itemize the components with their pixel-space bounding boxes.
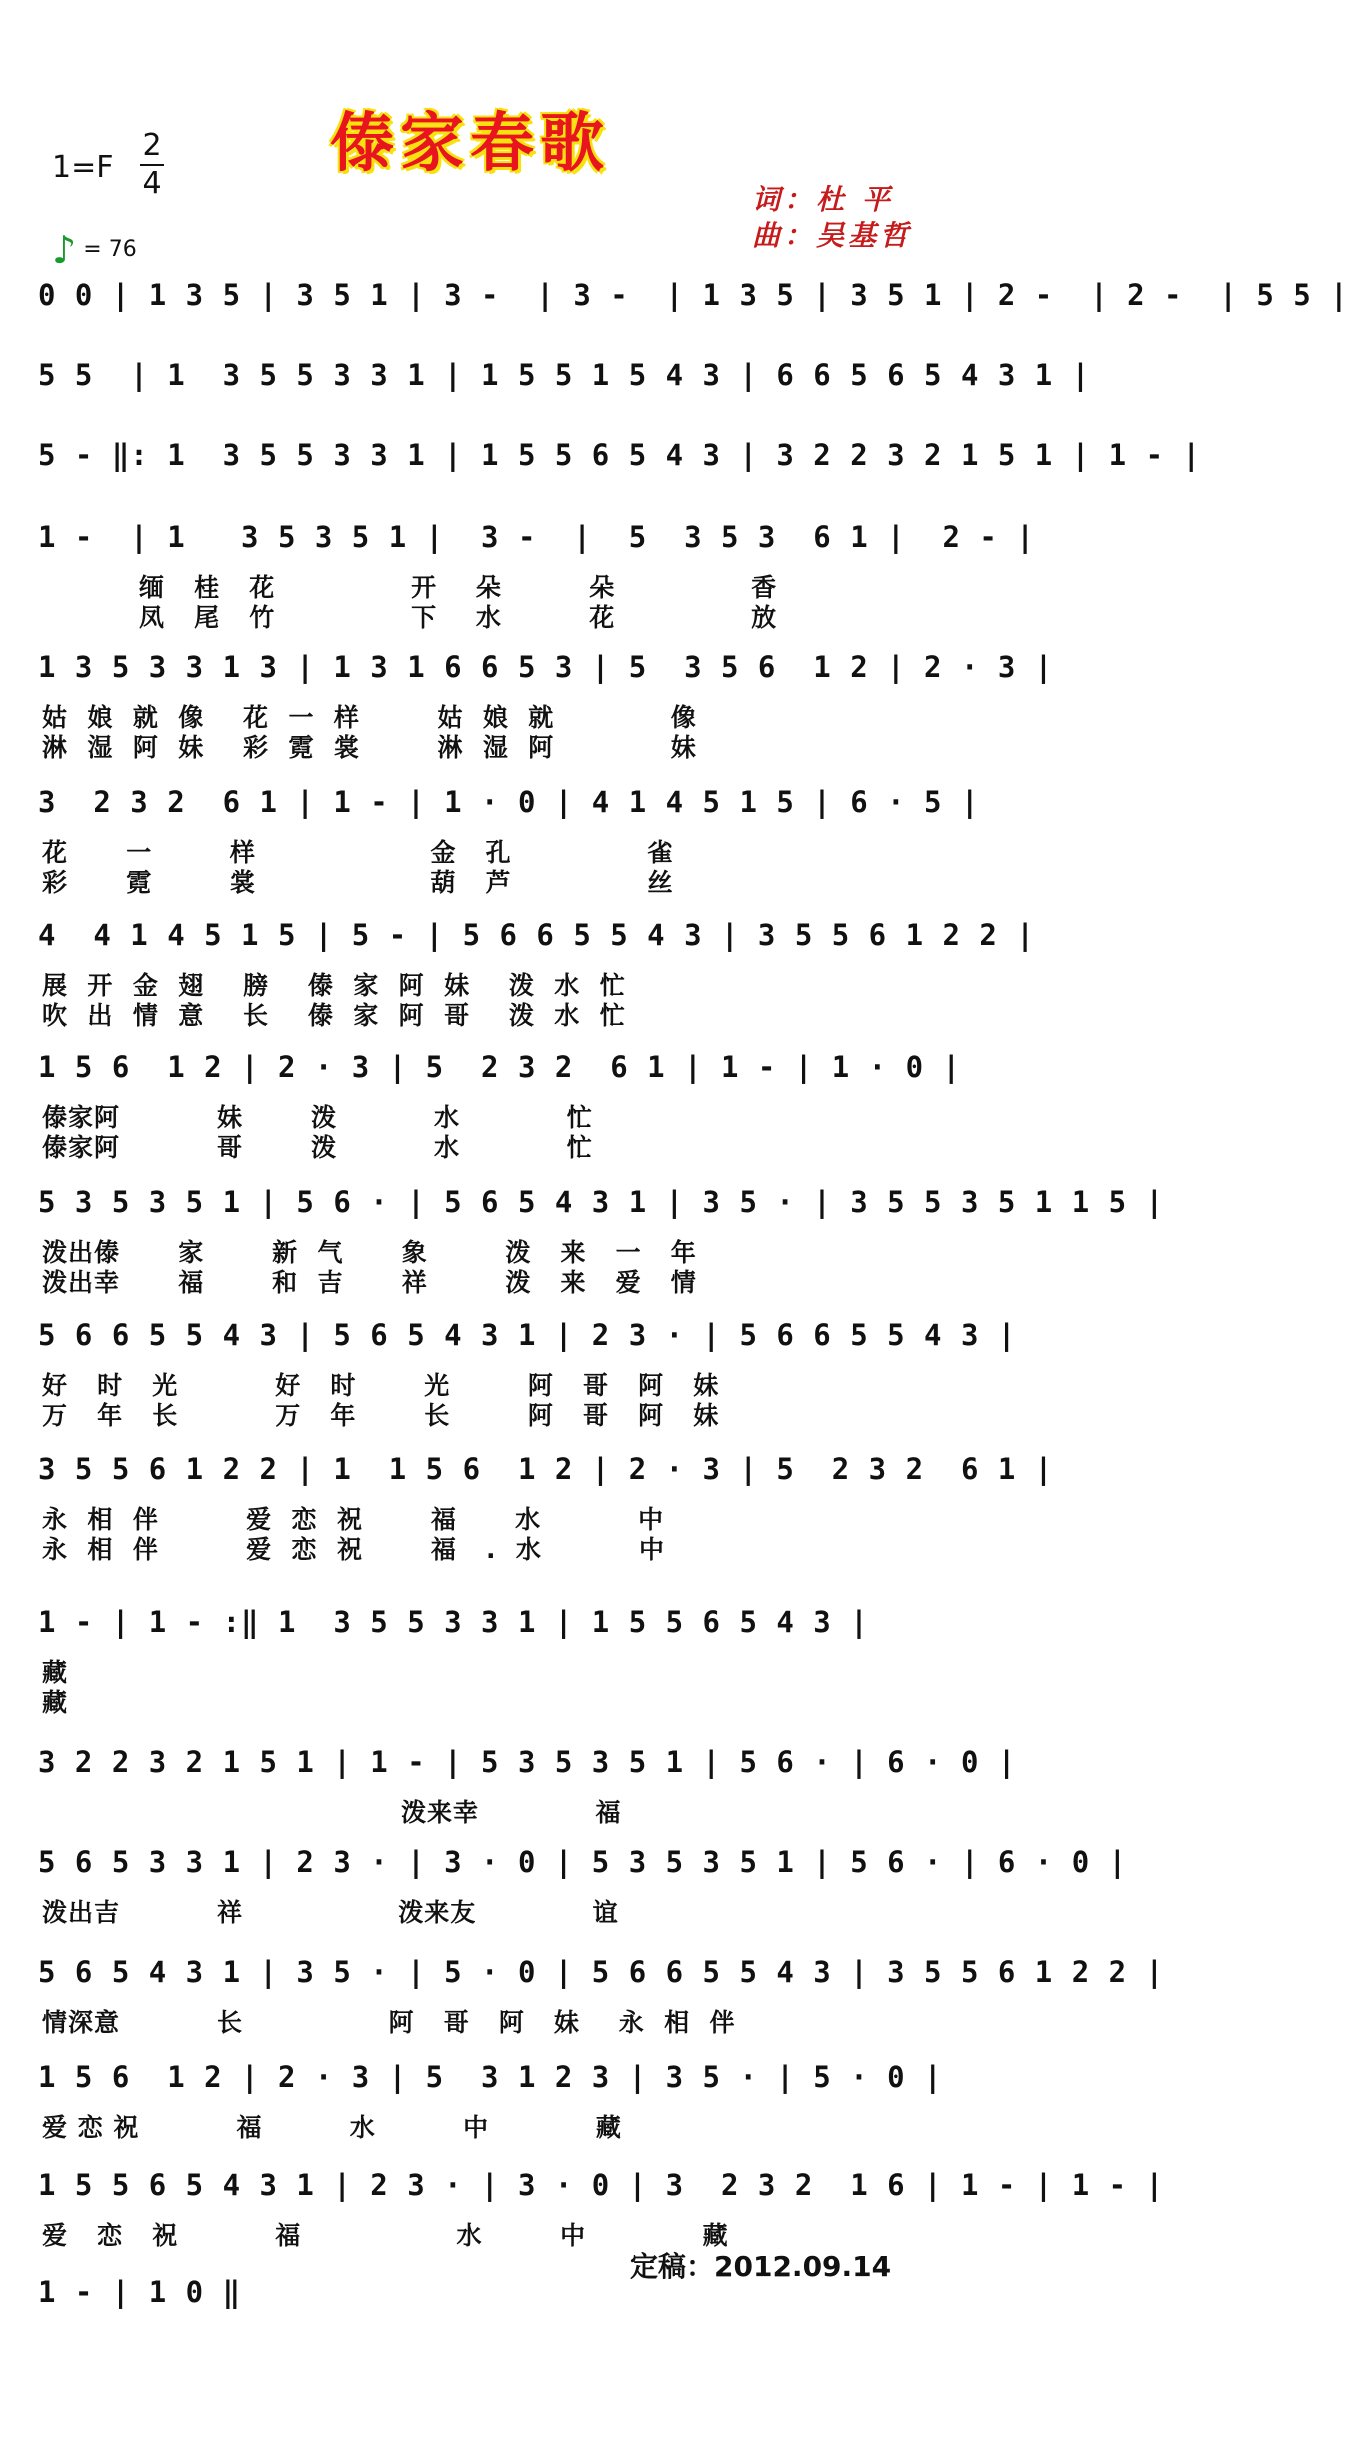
lyric-line: 泼出傣 家 新 气 象 泼 来 一 年 [42,1238,697,1267]
lyric-line: 凤 尾 竹 下 水 花 放 [42,603,778,632]
lyric-line: 彩 霓 裳 葫 芦 丝 [42,868,674,897]
score-line: 1 5 5 6 5 4 3 1 | 2 3 · | 3 · 0 | 3 2 3 2 1 6 | 1 - | 1 - | [38,2168,1165,2202]
lyric-line: 爱 恋 祝 福 水 中 藏 [42,2221,729,2250]
lyric-line: 缅 桂 花 开 朵 朵 香 [42,573,778,602]
score-line: 0 0 | 1 3 5 | 3 5 1 | 3 - | 3 - | 1 3 5 | 3 5 1 | 2 - | 2 - | 5 5 | [38,278,1349,312]
lyric-line: 藏 [42,1658,69,1687]
score-line: 1 3 5 3 3 1 3 | 1 3 1 6 6 5 3 | 5 3 5 6 1 2 | 2 · 3 | [38,650,1054,684]
score-line: 1 5 6 1 2 | 2 · 3 | 5 2 3 2 6 1 | 1 - | 1 · 0 | [38,1050,961,1084]
eighth-note-icon: ♪ [52,228,77,272]
score-line: 1 5 6 1 2 | 2 · 3 | 5 3 1 2 3 | 3 5 · | 5 · 0 | [38,2060,943,2094]
lyricist-credit: 词：杜 平 [752,183,894,216]
meter-top: 2 [142,128,162,163]
tempo-value: = 76 [83,237,137,262]
lyric-line: 情深意 长 阿 哥 阿 妹 永 相 伴 [42,2008,736,2037]
score-line: 5 5 | 1 3 5 5 3 3 1 | 1 5 5 1 5 4 3 | 6 6 5 6 5 4 3 1 | [38,358,1091,392]
draft-date: 定稿：2012.09.14 [630,2250,892,2283]
lyric-line: 泼出吉 祥 泼来友 谊 [42,1898,619,1927]
score-line: 1 - | 1 - :‖ 1 3 5 5 3 3 1 | 1 5 5 6 5 4 3 | [38,1605,869,1639]
song-title: 傣家春歌 [330,106,610,181]
lyric-line: 吹 出 情 意 长 傣 家 阿 哥 泼 水 忙 [42,1001,626,1030]
score-line: 3 2 2 3 2 1 5 1 | 1 - | 5 3 5 3 5 1 | 5 6 · | 6 · 0 | [38,1745,1017,1779]
score-line: 5 3 5 3 5 1 | 5 6 · | 5 6 5 4 3 1 | 3 5 · | 3 5 5 3 5 1 1 5 | [38,1185,1165,1219]
lyric-line: 傣家阿 妹 泼 水 忙 [42,1103,593,1132]
score-line: 1 - | 1 0 ‖ [38,2275,242,2309]
lyric-line: 姑 娘 就 像 花 一 样 姑 娘 就 像 [42,703,697,732]
lyric-line: 永 相 伴 爱 恋 祝 福 . 水 中 [42,1535,665,1564]
meter-bottom: 4 [142,166,162,201]
score-line: 1 - | 1 3 5 3 5 1 | 3 - | 5 3 5 3 6 1 | 2 - | [38,520,1035,554]
lyric-line: 展 开 金 翅 膀 傣 家 阿 妹 泼 水 忙 [42,971,626,1000]
lyric-line: 泼来幸 福 [42,1798,622,1827]
lyric-line: 藏 [42,1688,69,1717]
time-signature [140,128,164,202]
lyric-line: 好 时 光 好 时 光 阿 哥 阿 妹 [42,1371,720,1400]
score-line: 5 6 6 5 5 4 3 | 5 6 5 4 3 1 | 2 3 · | 5 6 6 5 5 4 3 | [38,1318,1017,1352]
score-line: 3 2 3 2 6 1 | 1 - | 1 · 0 | 4 1 4 5 1 5 | 6 · 5 | [38,785,980,819]
score-line: 5 - ‖: 1 3 5 5 3 3 1 | 1 5 5 6 5 4 3 | 3 2 2 3 2 1 5 1 | 1 - | [38,438,1201,472]
composer-credit: 曲：吴基哲 [752,219,913,252]
tempo-marking [52,228,137,272]
lyric-line: 万 年 长 万 年 长 阿 哥 阿 妹 [42,1401,720,1430]
score-line: 5 6 5 3 3 1 | 2 3 · | 3 · 0 | 5 3 5 3 5 1 | 5 6 · | 6 · 0 | [38,1845,1128,1879]
lyric-line: 傣家阿 哥 泼 水 忙 [42,1133,593,1162]
score-line: 5 6 5 4 3 1 | 3 5 · | 5 · 0 | 5 6 6 5 5 4 3 | 3 5 5 6 1 2 2 | [38,1955,1165,1989]
lyric-line: 爱 恋 祝 福 水 中 藏 [42,2113,622,2142]
lyric-line: 淋 湿 阿 妹 彩 霓 裳 淋 湿 阿 妹 [42,733,697,762]
lyric-line: 泼出幸 福 和 吉 祥 泼 来 爱 情 [42,1268,697,1297]
score-line: 4 4 1 4 5 1 5 | 5 - | 5 6 6 5 5 4 3 | 3 5 5 6 1 2 2 | [38,918,1035,952]
score-line: 3 5 5 6 1 2 2 | 1 1 5 6 1 2 | 2 · 3 | 5 2 3 2 6 1 | [38,1452,1054,1486]
lyric-line: 永 相 伴 爱 恋 祝 福 水 中 [42,1505,665,1534]
key-signature: 1=F [52,150,114,185]
lyric-line: 花 一 样 金 孔 雀 [42,838,674,867]
